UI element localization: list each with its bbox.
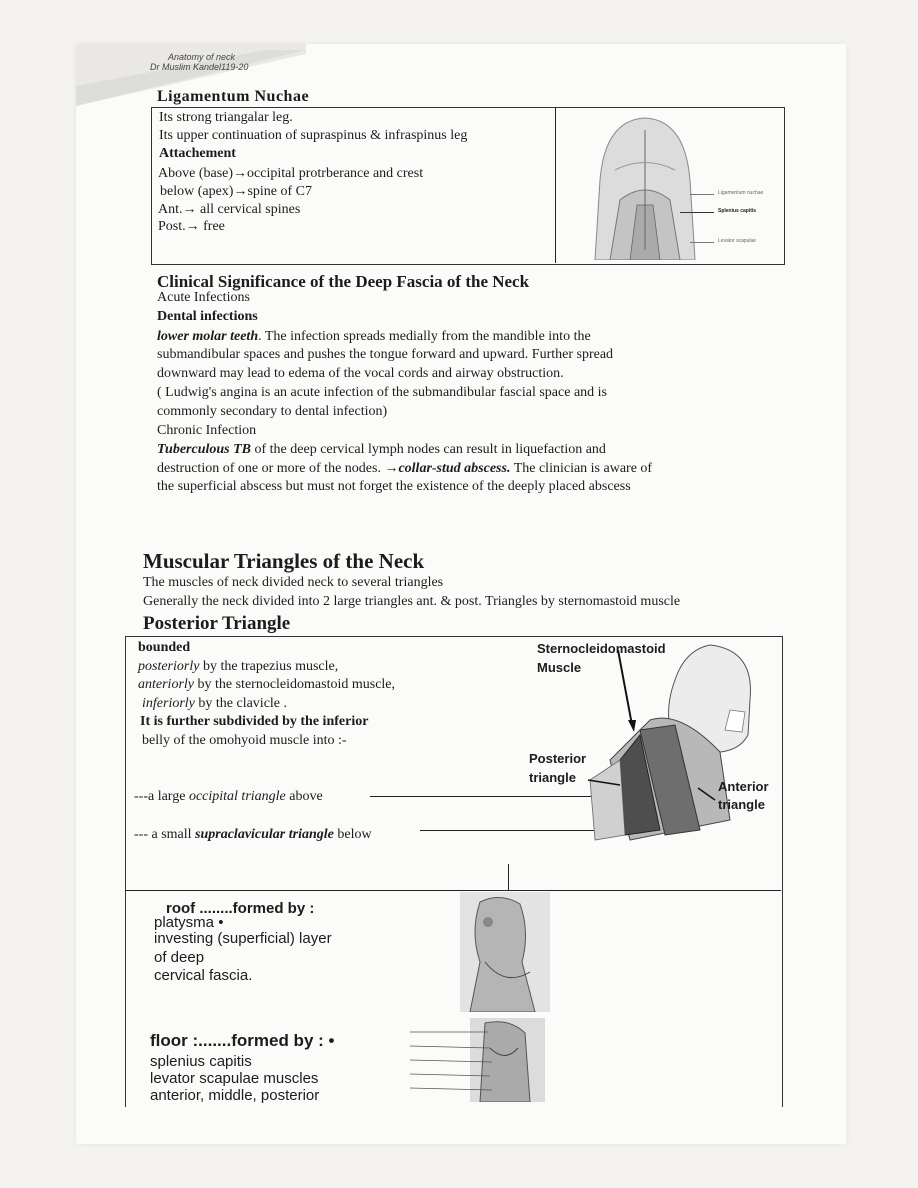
ligamentum-nuchae-figure	[575, 110, 715, 260]
fig-label-scm: Sternocleidomastoid	[537, 641, 666, 656]
occipital-triangle-line: ---a large occipital triangle above	[134, 789, 323, 804]
ligamentum-table-divider	[555, 107, 556, 263]
figure-label-splenius: Splenius capitis	[718, 208, 757, 214]
label-leader-2	[680, 212, 714, 213]
fig-label-anterior-2: triangle	[718, 797, 765, 812]
subdivided-line-1: It is further subdivided by the inferior	[140, 714, 369, 729]
supraclavicular-triangle-line: --- a small supraclavicular triangle below	[134, 827, 372, 842]
bounded-heading: bounded	[138, 640, 191, 655]
floor-line-3: anterior, middle, posterior	[150, 1087, 320, 1104]
dental-infections-heading: Dental infections	[157, 309, 258, 324]
clinical-para-1-line-3: downward may lead to edema of the vocal cords and airway obstruction.	[157, 366, 564, 381]
clinical-para-3-line-3: the superficial abscess but must not forget the existence of the deeply placed abscess	[157, 479, 631, 494]
bounded-line-2: anteriorly by the sternocleidomastoid muscle,	[138, 677, 396, 692]
attachment-line-4: Post.→ free	[158, 219, 225, 234]
fig-label-anterior: Anterior	[718, 779, 769, 794]
clinical-para-1-line-1: lower molar teeth. The infection spreads medially from the mandible into the	[157, 329, 591, 344]
clinical-title: Clinical Significance of the Deep Fascia of the Neck	[157, 272, 530, 291]
header-line-1: Anatomy of neck	[168, 52, 236, 62]
ligamentum-title: Ligamentum Nuchae	[157, 88, 310, 105]
floor-figure	[400, 1018, 545, 1102]
roof-line-2: investing (superficial) layer	[154, 930, 332, 947]
box-vertical-tick	[508, 864, 509, 891]
muscular-line-2: Generally the neck divided into 2 large triangles ant. & post. Triangles by sternomastoid muscle	[143, 594, 681, 609]
fig-label-posterior: Posterior	[529, 751, 587, 766]
header-line-2: Dr Muslim Kandel119-20	[150, 62, 249, 72]
clinical-para-3-line-2: destruction of one or more of the nodes. →collar-stud abscess. The clinician is aware of	[157, 461, 653, 476]
ligamentum-line-1: Its strong triangalar leg.	[159, 110, 293, 125]
attachment-line-2: below (apex)→spine of C7	[160, 184, 313, 199]
clinical-para-1-line-2: submandibular spaces and pushes the tongue forward and upward. Further spread	[157, 347, 614, 362]
subdivided-line-2: belly of the omohyoid muscle into :-	[142, 733, 347, 748]
label-leader-3	[690, 242, 714, 243]
attachment-heading: Attachement	[159, 146, 236, 161]
roof-line-1: platysma •	[154, 914, 224, 931]
label-leader-1	[690, 194, 714, 195]
roof-figure	[460, 892, 550, 1012]
clinical-para-2-line-2: commonly secondary to dental infection)	[157, 404, 388, 419]
posterior-triangle-title: Posterior Triangle	[143, 613, 291, 634]
neck-triangles-figure	[580, 640, 770, 865]
floor-heading: floor :.......formed by : •	[150, 1031, 335, 1050]
floor-line-1: splenius capitis	[150, 1053, 252, 1070]
roof-heading: roof ........formed by :	[166, 900, 315, 917]
muscular-line-1: The muscles of neck divided neck to several triangles	[143, 575, 444, 590]
bounded-line-3: inferiorly by the clavicle .	[142, 696, 288, 711]
floor-line-2: levator scapulae muscles	[150, 1070, 319, 1087]
clinical-para-3-line-1: Tuberculous TB of the deep cervical lymph nodes can result in liquefaction and	[157, 442, 606, 457]
clinical-para-2-line-1: ( Ludwig's angina is an acute infection of the submandibular fascial space and is	[157, 385, 607, 400]
attachment-line-1: Above (base)→occipital protrberance and crest	[158, 166, 424, 181]
attachment-line-3: Ant.→ all cervical spines	[158, 202, 301, 217]
figure-label-levator: Levator scapulae	[718, 238, 757, 244]
acute-infections: Acute Infections	[157, 290, 250, 305]
bounded-line-1: posteriorly by the trapezius muscle,	[138, 659, 339, 674]
chronic-infection: Chronic Infection	[157, 423, 257, 438]
fig-label-posterior-2: triangle	[529, 770, 576, 785]
fig-label-scm-2: Muscle	[537, 660, 582, 675]
roof-line-3: of deep	[154, 949, 205, 966]
box-horizontal-divider	[125, 890, 781, 891]
figure-label-ligamentum: Ligamentum nuchae	[718, 190, 764, 196]
muscular-title: Muscular Triangles of the Neck	[143, 549, 425, 573]
roof-line-4: cervical fascia.	[154, 967, 253, 984]
ligamentum-line-2: Its upper continuation of supraspinus & infraspinus leg	[159, 128, 468, 143]
